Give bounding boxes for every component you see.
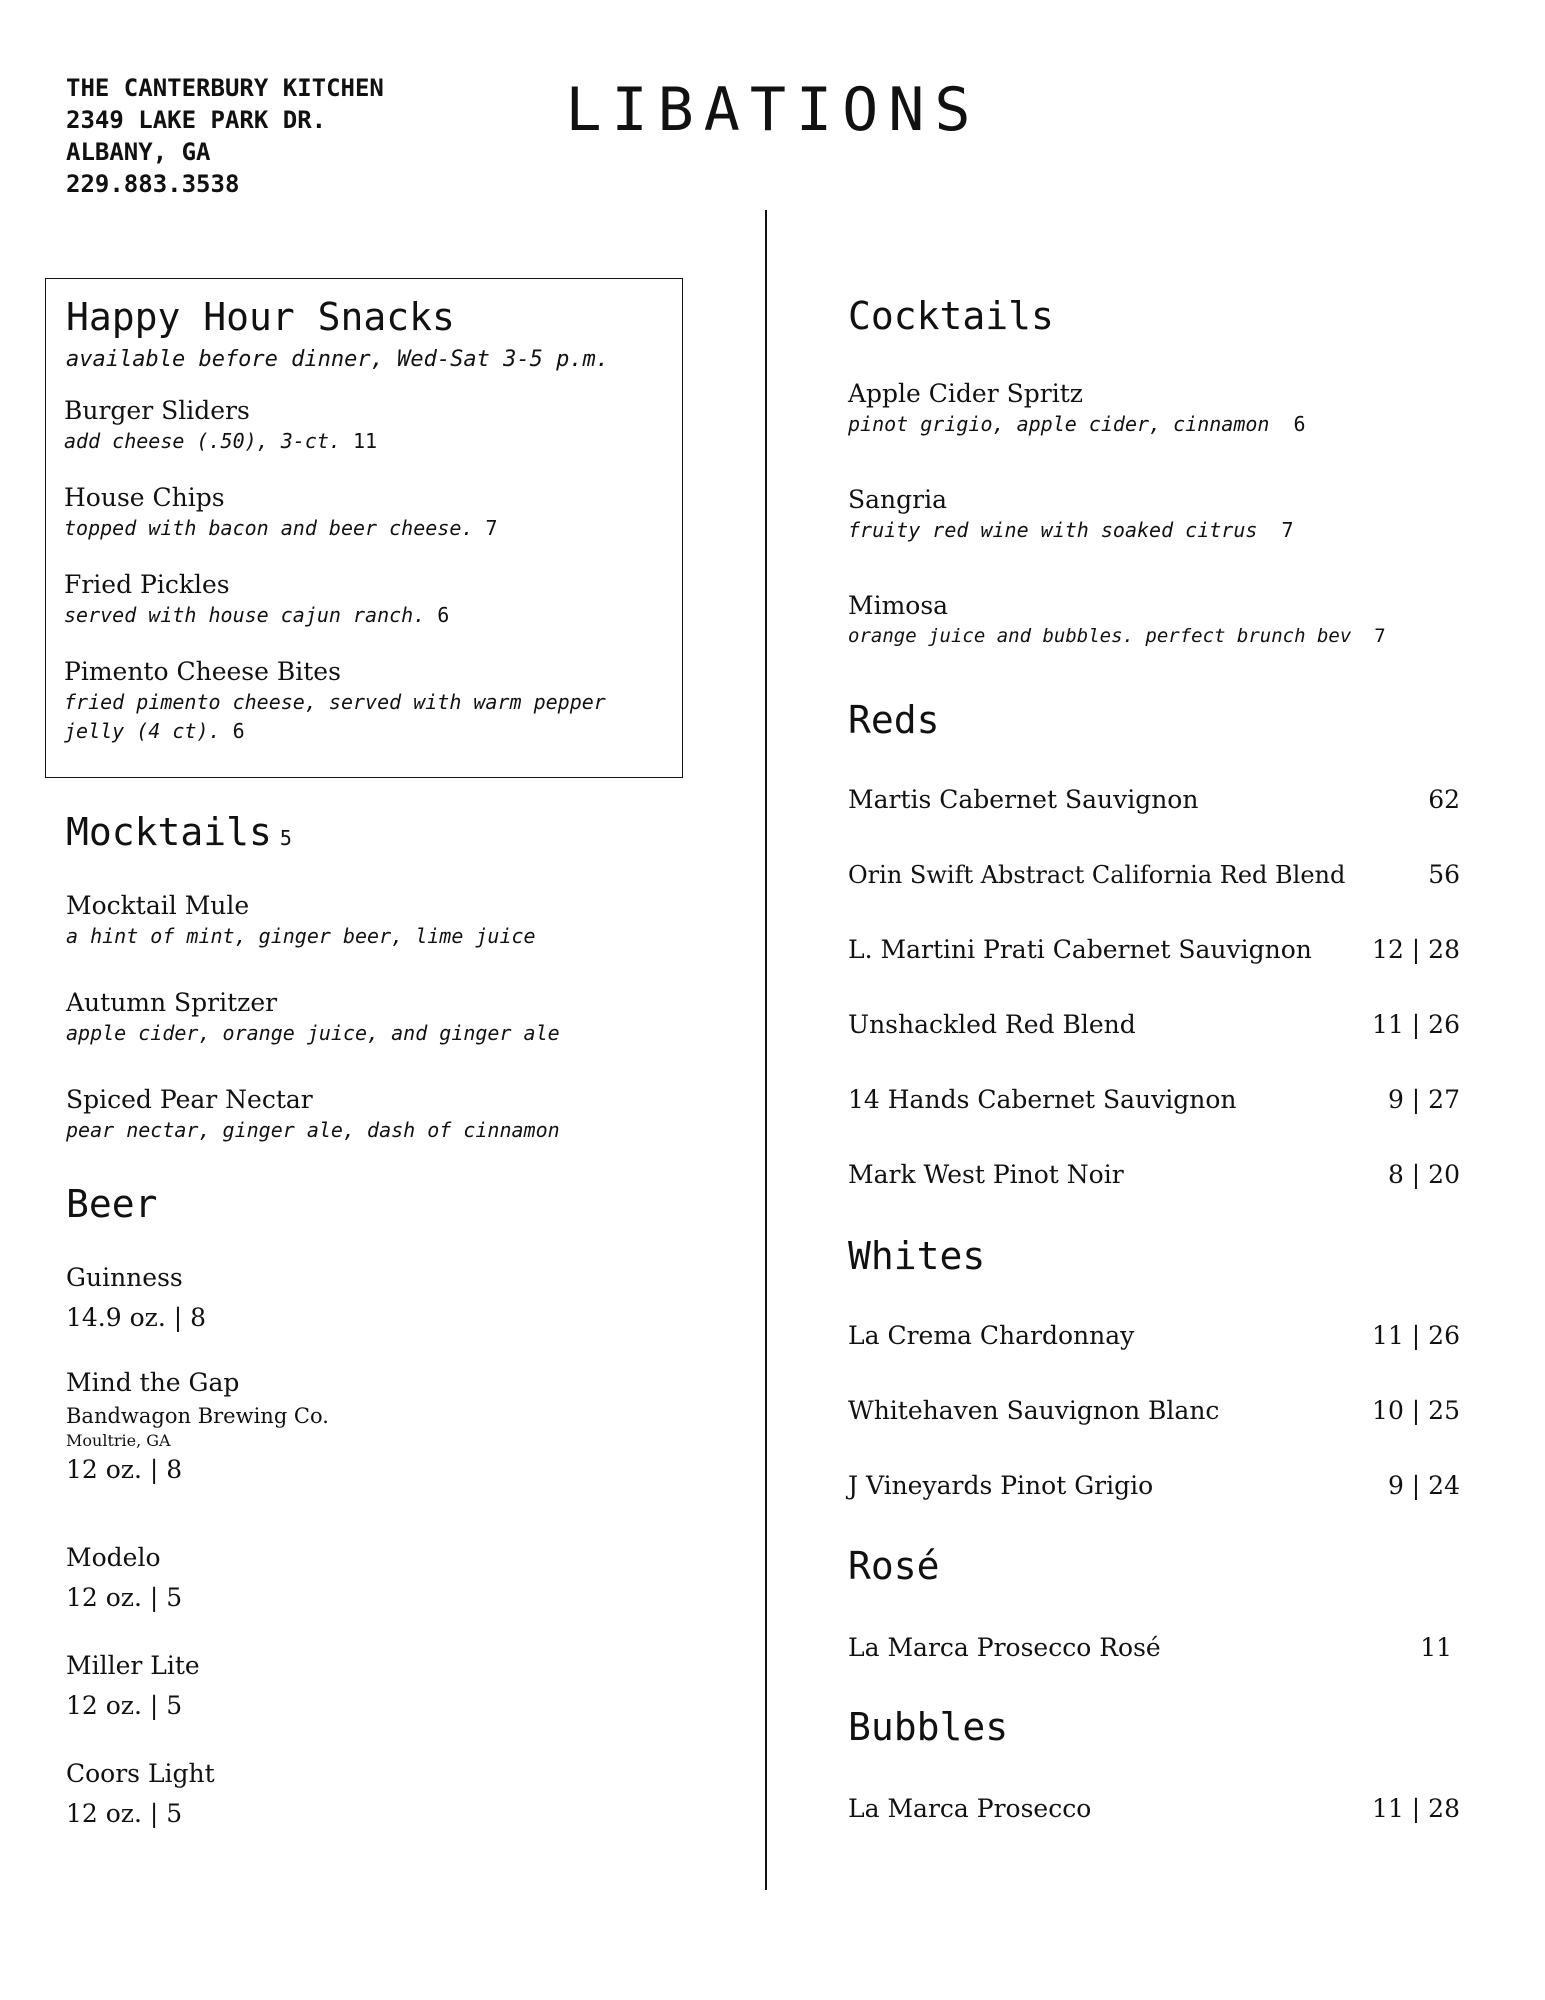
wine-row — [848, 1009, 1460, 1045]
wine-name: La Marca Prosecco Rosé — [848, 1633, 1161, 1662]
happy-hour-subtitle: available before dinner, Wed-Sat 3-5 p.m. — [66, 347, 610, 372]
beer-item — [66, 1646, 200, 1726]
item-name: Apple Cider Spritz — [848, 379, 1083, 408]
rose-title: Rosé — [848, 1544, 940, 1588]
item-detail: 12 oz. | 5 — [66, 1583, 183, 1612]
wine-name: Orin Swift Abstract California Red Blend — [848, 861, 1346, 889]
item-name: Guinness — [66, 1263, 183, 1292]
wine-name: J Vineyards Pinot Grigio — [848, 1471, 1154, 1500]
wine-row — [848, 934, 1460, 970]
wine-row — [848, 1395, 1460, 1431]
item-description: served with house cajun ranch. 6 — [64, 603, 450, 627]
item-description: topped with bacon and beer cheese. 7 — [64, 516, 498, 540]
wine-name: Whitehaven Sauvignon Blanc — [848, 1396, 1220, 1425]
wine-row — [848, 1793, 1460, 1829]
restaurant-address-block — [66, 72, 384, 200]
item-description: fried pimento cheese, served with warm pepper — [64, 690, 606, 714]
item-description: pinot grigio, apple cider, cinnamon 6 — [848, 412, 1306, 436]
street-address: 2349 LAKE PARK DR. — [66, 106, 327, 134]
wine-name: L. Martini Prati Cabernet Sauvignon — [848, 935, 1312, 964]
wine-name: 14 Hands Cabernet Sauvignon — [848, 1085, 1237, 1114]
wine-name: Martis Cabernet Sauvignon — [848, 785, 1199, 814]
item-price: 6 — [437, 603, 450, 627]
wine-row — [848, 1632, 1460, 1668]
wine-row — [848, 784, 1460, 820]
menu-item — [66, 890, 536, 951]
wine-price: 12 | 28 — [1372, 935, 1460, 964]
brewery-location: Moultrie, GA — [66, 1431, 171, 1450]
item-name: House Chips — [64, 483, 225, 512]
menu-item — [848, 590, 1386, 651]
city-state: ALBANY, GA — [66, 138, 211, 166]
wine-name: Mark West Pinot Noir — [848, 1160, 1124, 1189]
item-description: fruity red wine with soaked citrus 7 — [848, 518, 1294, 542]
column-divider — [765, 210, 767, 1890]
item-description: a hint of mint, ginger beer, lime juice — [66, 924, 536, 948]
item-price: 7 — [1281, 518, 1294, 542]
beer-item — [66, 1364, 329, 1488]
wine-price: 11 | 26 — [1372, 1321, 1460, 1350]
item-price: 6 — [1293, 412, 1306, 436]
wine-price: 62 — [1428, 785, 1460, 814]
menu-item — [64, 569, 449, 630]
item-price: 7 — [485, 516, 498, 540]
item-name: Spiced Pear Nectar — [66, 1085, 313, 1114]
reds-title: Reds — [848, 698, 940, 742]
mocktails-title: Mocktails 5 — [66, 810, 292, 854]
wine-price: 8 | 20 — [1387, 1160, 1460, 1189]
item-name: Coors Light — [66, 1759, 215, 1788]
item-description: apple cider, orange juice, and ginger ale — [66, 1021, 560, 1045]
wine-price: 9 | 24 — [1387, 1471, 1460, 1500]
item-name: Mocktail Mule — [66, 891, 250, 920]
menu-item — [848, 378, 1306, 439]
wine-row — [848, 859, 1460, 895]
wine-row — [848, 1159, 1460, 1195]
wine-row — [848, 1084, 1460, 1120]
item-description: orange juice and bubbles. perfect brunch bev 7 — [848, 625, 1386, 647]
cocktails-title: Cocktails — [848, 294, 1054, 338]
menu-item — [64, 656, 606, 746]
wine-price: 11 — [1420, 1633, 1452, 1662]
menu-item — [66, 1084, 560, 1145]
item-name: Mimosa — [848, 591, 949, 620]
item-price: 6 — [232, 719, 245, 743]
menu-item — [66, 987, 560, 1048]
happy-hour-title: Happy Hour Snacks — [66, 295, 455, 339]
item-name: Fried Pickles — [64, 570, 230, 599]
item-price: 7 — [1374, 625, 1386, 647]
page-title: LIBATIONS — [565, 75, 981, 145]
wine-price: 9 | 27 — [1387, 1085, 1460, 1114]
item-name: Modelo — [66, 1543, 161, 1572]
wine-row — [848, 1320, 1460, 1356]
item-description: add cheese (.50), 3-ct. 11 — [64, 429, 378, 453]
item-name: Pimento Cheese Bites — [64, 657, 341, 686]
beer-item — [66, 1538, 182, 1618]
item-name: Burger Sliders — [64, 396, 250, 425]
beer-title: Beer — [66, 1182, 158, 1226]
item-name: Mind the Gap — [66, 1368, 240, 1397]
item-name: Autumn Spritzer — [66, 988, 278, 1017]
beer-item — [66, 1258, 206, 1338]
whites-title: Whites — [848, 1234, 986, 1278]
menu-item — [64, 482, 498, 543]
restaurant-name: THE CANTERBURY KITCHEN — [66, 74, 384, 102]
wine-name: Unshackled Red Blend — [848, 1010, 1136, 1039]
item-detail: 12 oz. | 5 — [66, 1799, 183, 1828]
menu-item — [64, 395, 377, 456]
mocktails-price: 5 — [279, 826, 292, 850]
wine-name: La Marca Prosecco — [848, 1794, 1092, 1823]
item-detail: 12 oz. | 8 — [66, 1455, 183, 1484]
wine-price: 10 | 25 — [1372, 1396, 1460, 1425]
bubbles-title: Bubbles — [848, 1705, 1009, 1749]
phone-number: 229.883.3538 — [66, 170, 240, 198]
menu-item — [848, 484, 1294, 545]
beer-item — [66, 1754, 215, 1834]
item-detail: 14.9 oz. | 8 — [66, 1303, 207, 1332]
item-description-cont: jelly (4 ct). 6 — [64, 719, 245, 743]
wine-row — [848, 1470, 1460, 1506]
wine-price: 11 | 28 — [1372, 1794, 1460, 1823]
item-name: Sangria — [848, 485, 947, 514]
item-price: 11 — [353, 429, 378, 453]
brewery-name: Bandwagon Brewing Co. — [66, 1404, 329, 1428]
item-detail: 12 oz. | 5 — [66, 1691, 183, 1720]
wine-price: 11 | 26 — [1372, 1010, 1460, 1039]
item-description: pear nectar, ginger ale, dash of cinnamon — [66, 1118, 560, 1142]
happy-hour-box — [45, 278, 683, 778]
wine-name: La Crema Chardonnay — [848, 1321, 1135, 1350]
wine-price: 56 — [1428, 860, 1460, 889]
item-name: Miller Lite — [66, 1651, 200, 1680]
